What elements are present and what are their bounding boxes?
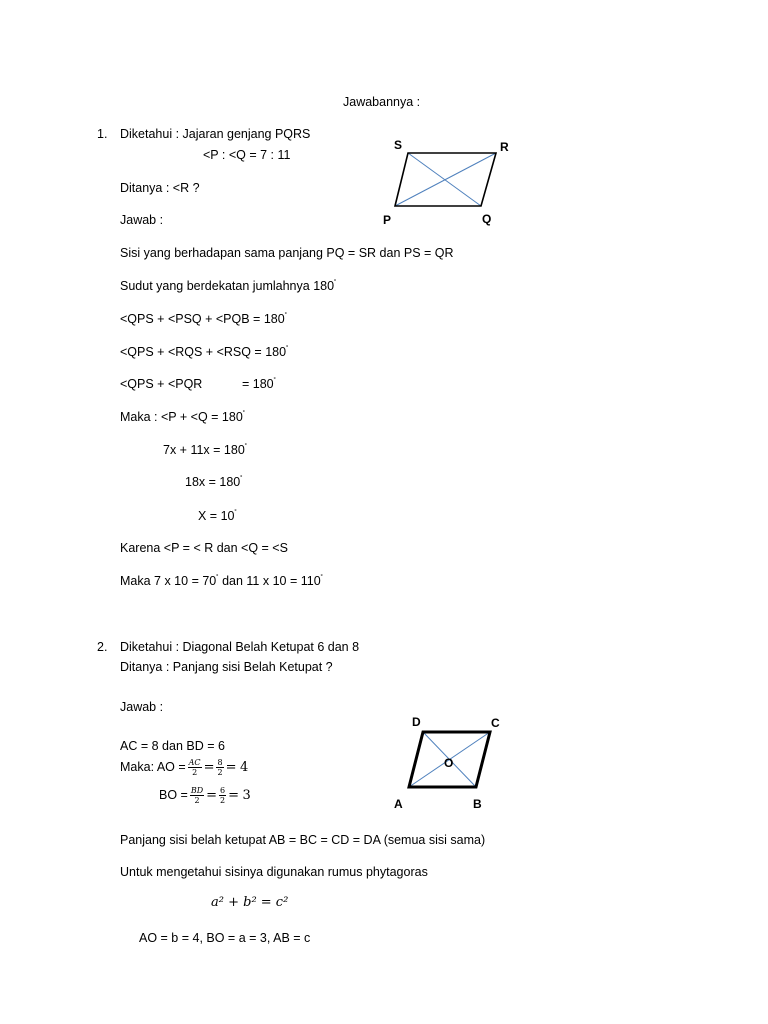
q2-pythagoras-line: Untuk mengetahui sisinya digunakan rumus phytagoras (120, 865, 428, 879)
q2-assign-line: AO = b = 4, BO = a = 3, AB = c (139, 931, 311, 945)
q1-line-opposite-sides: Sisi yang berhadapan sama panjang PQ = SR dan PS = QR (120, 246, 454, 260)
vertex-label-s: S (394, 138, 403, 152)
q1-line-adjacent-angles: Sudut yang berdekatan jumlahnya 180˚ (120, 279, 337, 293)
parallelogram-pqrs-diagram (378, 134, 518, 234)
q1-answer-label: Jawab : (120, 213, 164, 227)
q1-line-triangle-1: <QPS + <PSQ + <PQB = 180˚ (120, 312, 288, 326)
q1-ratio: <P : <Q = 7 : 11 (203, 148, 291, 162)
q1-line-equation: 7x + 11x = 180˚ (163, 443, 248, 457)
q2-formula: a² + b² = c² (211, 895, 289, 910)
q2-known: Diketahui : Diagonal Belah Ketupat 6 dan 8 (120, 640, 360, 654)
q1-line-triangle-2: <QPS + <RQS + <RSQ = 180˚ (120, 345, 289, 359)
vertex-label-a: A (394, 797, 403, 811)
q1-line-x: X = 10˚ (198, 509, 237, 523)
page-heading: Jawabannya : (343, 95, 421, 109)
q2-number: 2. (97, 640, 108, 654)
ao-fraction-value: $\frac{8}{2}$ (217, 758, 223, 778)
vertex-label-p: P (383, 213, 392, 227)
q1-known: Diketahui : Jajaran genjang PQRS (120, 127, 311, 141)
ao-fraction: $\frac{AC}{2}$ (188, 758, 201, 778)
q1-line-angle-sum-right: = 180˚ (242, 377, 276, 391)
q1-number: 1. (97, 127, 108, 141)
vertex-label-q: Q (482, 212, 492, 226)
vertex-label-b: B (473, 797, 482, 811)
q1-line-maka: Maka : <P + <Q = 180˚ (120, 410, 246, 424)
vertex-label-r: R (500, 140, 509, 154)
q2-ao-equation: Maka: AO = $\frac{AC}{2}$ = $\frac{8}{2}$ = 4 (120, 758, 249, 778)
q2-bo-equation: BO = $\frac{BD}{2}$ = $\frac{6}{2}$ = 3 (159, 786, 251, 806)
vertex-label-c: C (491, 716, 500, 730)
vertex-label-d: D (412, 715, 421, 729)
bo-fraction-value: $\frac{6}{2}$ (220, 786, 226, 806)
q1-line-karena: Karena <P = < R dan <Q = <S (120, 541, 288, 555)
center-label-o: O (444, 756, 454, 770)
rhombus-abcd-diagram (388, 710, 508, 815)
q1-asked: Ditanya : <R ? (120, 181, 200, 195)
q2-asked: Ditanya : Panjang sisi Belah Ketupat ? (120, 660, 333, 674)
q1-line-result: Maka 7 x 10 = 70˚ dan 11 x 10 = 110˚ (120, 574, 323, 588)
q1-line-18x: 18x = 180˚ (185, 475, 243, 489)
q2-side-line: Panjang sisi belah ketupat AB = BC = CD = DA (semua sisi sama) (120, 833, 486, 847)
q1-line-angle-sum-left: <QPS + <PQR (120, 377, 203, 391)
bo-fraction: $\frac{BD}{2}$ (190, 786, 204, 806)
diagonal-pr (395, 153, 496, 206)
diagonal-sq (408, 153, 481, 206)
q2-ac-bd: AC = 8 dan BD = 6 (120, 739, 225, 753)
q2-answer-label: Jawab : (120, 700, 164, 714)
